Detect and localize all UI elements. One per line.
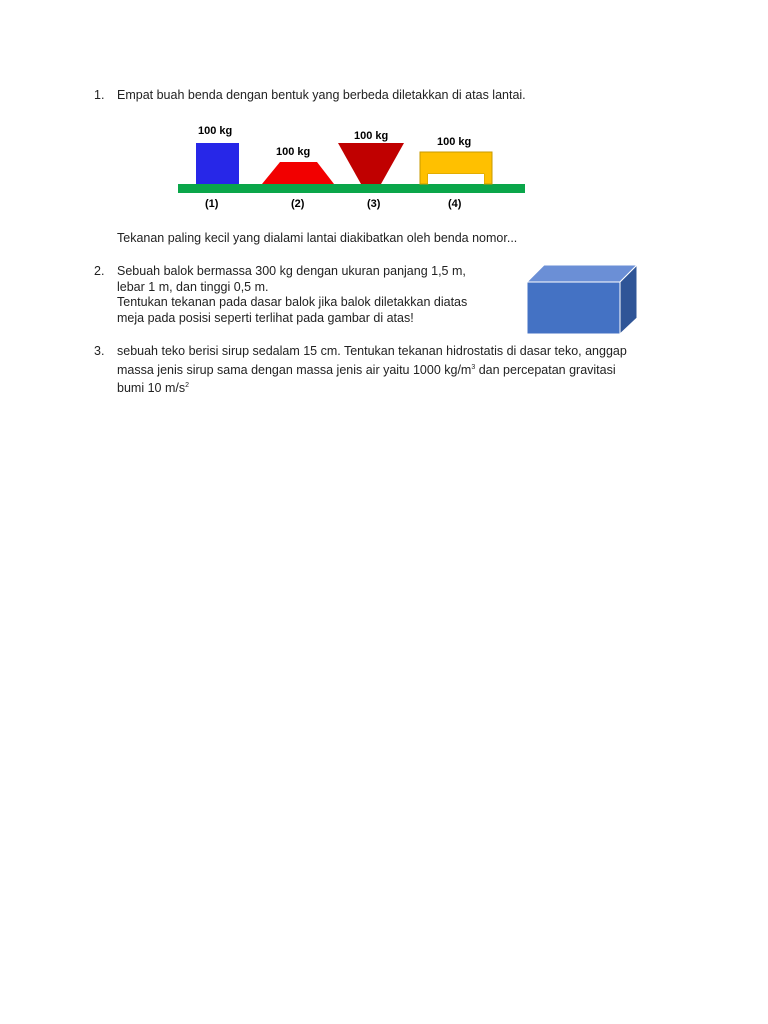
question-number: 1. xyxy=(94,88,105,102)
question-line: lebar 1 m, dan tinggi 0,5 m. xyxy=(117,279,269,294)
question-line: bumi 10 $m/s^2$ xyxy=(117,381,189,395)
object-number-1: (1) xyxy=(205,198,219,210)
mass-label-4: 100 kg xyxy=(437,136,472,148)
question-line: Tentukan tekanan pada dasar balok jika balok diletakkan diatas xyxy=(117,295,468,309)
mass-label-3: 100 kg xyxy=(354,130,389,142)
object-4-gap xyxy=(428,174,484,184)
question-line: meja pada posisi seperti terlihat pada gambar di atas! xyxy=(117,310,414,325)
floor xyxy=(178,184,525,193)
question-text xyxy=(117,344,627,397)
question-line: massa jenis sirup sama dengan massa jenis air yaitu 1000 $kg/m^3$ dan percepatan gravitasi xyxy=(117,362,616,377)
box-figure xyxy=(522,260,642,340)
box-top xyxy=(527,265,637,282)
question-line: Sebuah balok bermassa 300 kg dengan ukuran panjang 1,5 m, xyxy=(117,264,466,278)
question-line: sebuah teko berisi sirup sedalam 15 cm. Tentukan tekanan hidrostatis di dasar teko, anggap xyxy=(117,344,627,358)
question-text xyxy=(117,264,467,326)
question-text: Empat buah benda dengan bentuk yang berbeda diletakkan di atas lantai. xyxy=(117,88,526,102)
box-front xyxy=(527,282,620,334)
object-number-2: (2) xyxy=(291,198,305,210)
mass-label-1: 100 kg xyxy=(198,125,233,137)
question-number: 2. xyxy=(94,264,105,278)
question-text: Tekanan paling kecil yang dialami lantai diakibatkan oleh benda nomor... xyxy=(117,231,518,245)
question-number: 3. xyxy=(94,344,105,358)
object-3-inverted-trapezoid xyxy=(338,143,404,184)
object-number-3: (3) xyxy=(367,198,381,210)
object-number-4: (4) xyxy=(448,198,462,210)
pressure-objects-figure xyxy=(170,118,535,218)
mass-label-2: 100 kg xyxy=(276,146,311,158)
object-2-trapezoid xyxy=(262,162,334,184)
object-1-block xyxy=(196,143,239,184)
